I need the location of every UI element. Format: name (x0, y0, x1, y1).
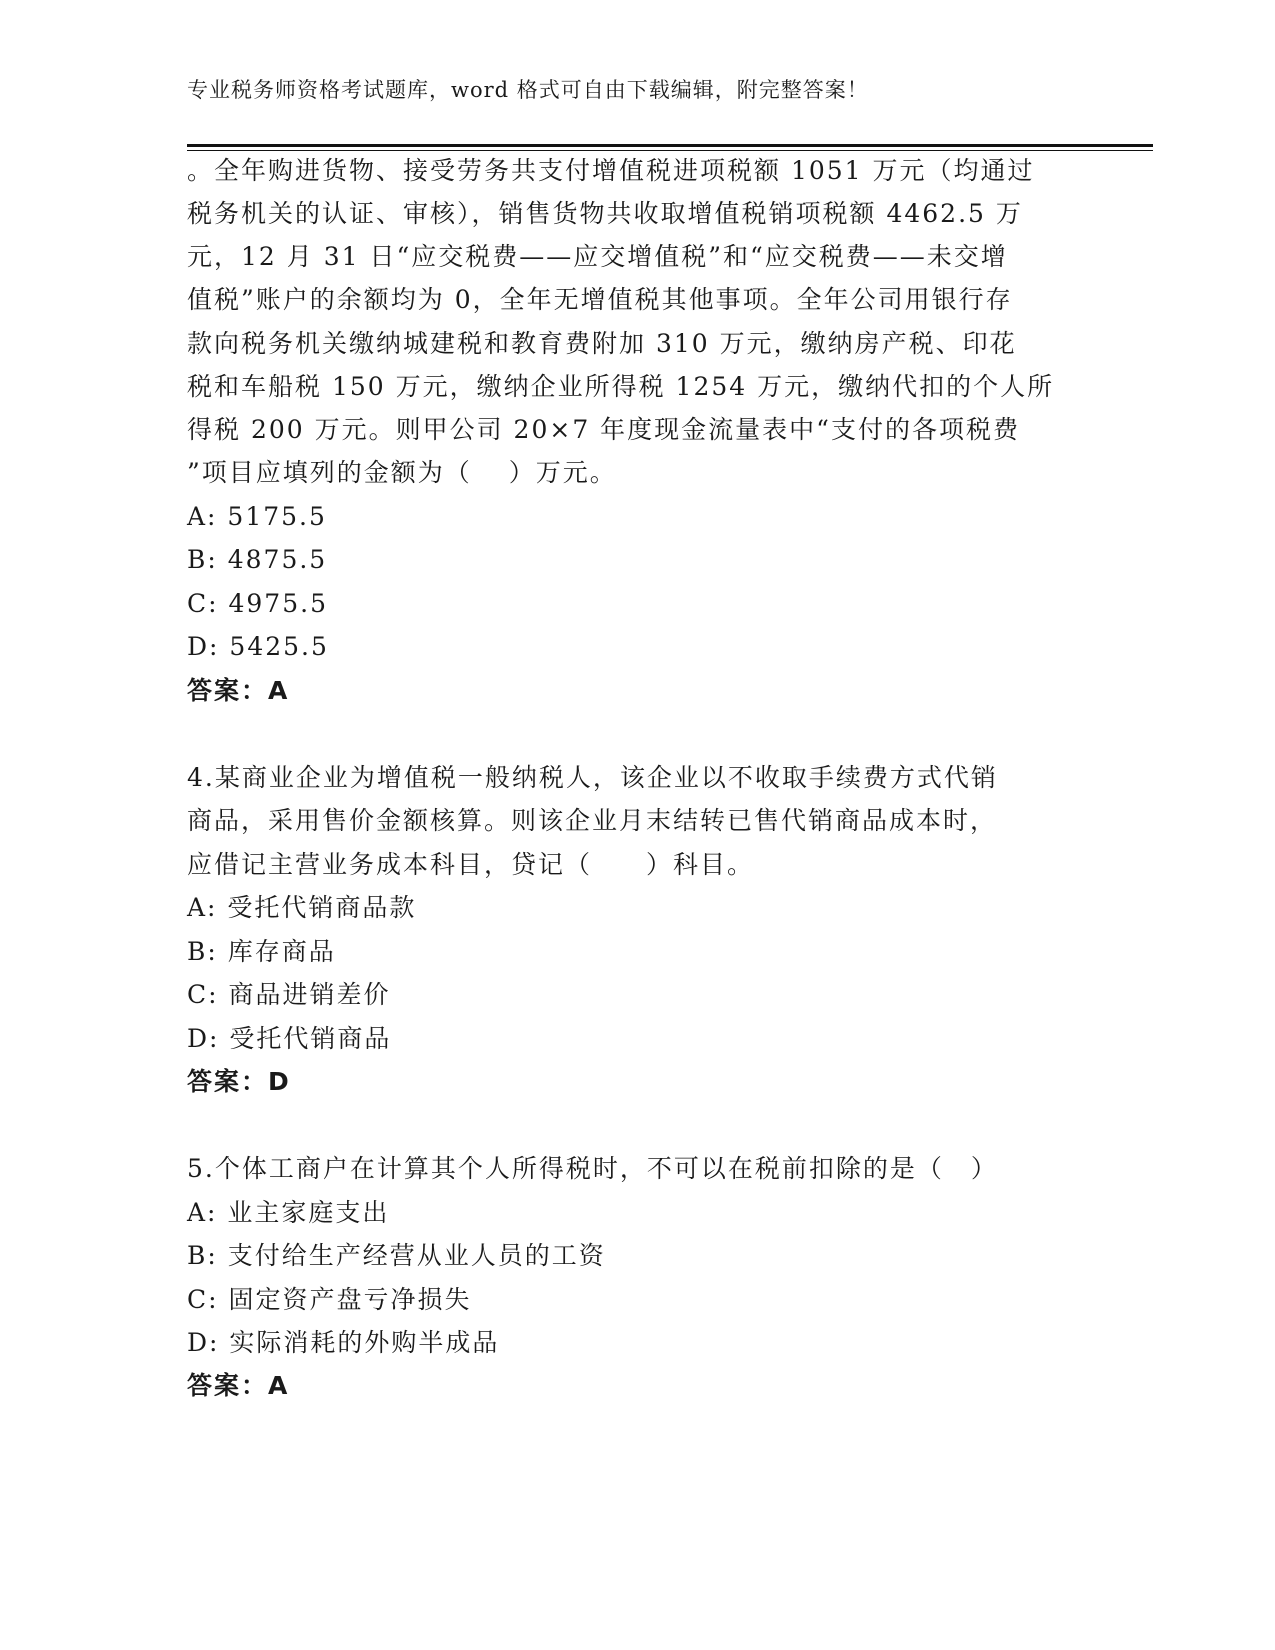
q4-option-b: B: 库存商品 (187, 937, 336, 966)
q3-option-d: D: 5425.5 (187, 632, 329, 661)
q4-answer: 答案：D (187, 1067, 291, 1096)
q4-option-c: C: 商品进销差价 (187, 980, 391, 1009)
q3-answer: 答案：A (187, 676, 290, 705)
q3-stem-line: 得税 200 万元。则甲公司 20×7 年度现金流量表中“支付的各项税费 (187, 415, 1020, 444)
q5-option-a: A: 业主家庭支出 (187, 1198, 390, 1227)
q3-stem-line: 元，12 月 31 日“应交税费——应交增值税”和“应交税费——未交增 (187, 242, 1008, 271)
page-header: 专业税务师资格考试题库，word 格式可自由下载编辑，附完整答案！ (187, 78, 869, 102)
q4-stem-line: 商品，采用售价金额核算。则该企业月末结转已售代销商品成本时， (187, 806, 998, 835)
q4-option-d: D: 受托代销商品 (187, 1024, 392, 1053)
header-rule-thick (187, 144, 1153, 147)
q5-option-c: C: 固定资产盘亏净损失 (187, 1285, 472, 1314)
q5-option-d: D: 实际消耗的外购半成品 (187, 1328, 500, 1357)
q3-stem-line: 税务机关的认证、审核），销售货物共收取增值税销项税额 4462.5 万 (187, 199, 1023, 228)
q3-option-b: B: 4875.5 (187, 545, 328, 574)
q5-stem-line: 5.个体工商户在计算其个人所得税时，不可以在税前扣除的是（ ） (187, 1154, 998, 1183)
q3-stem-line: 税和车船税 150 万元，缴纳企业所得税 1254 万元，缴纳代扣的个人所 (187, 372, 1055, 401)
q4-stem-line: 应借记主营业务成本科目，贷记（ ）科目。 (187, 850, 755, 879)
q3-option-a: A: 5175.5 (187, 502, 327, 531)
q3-option-c: C: 4975.5 (187, 589, 328, 618)
q5-option-b: B: 支付给生产经营从业人员的工资 (187, 1241, 606, 1270)
header-rule-thin (187, 150, 1153, 151)
q3-stem-line: 值税”账户的余额均为 0，全年无增值税其他事项。全年公司用银行存 (187, 285, 1013, 314)
q4-option-a: A: 受托代销商品款 (187, 893, 417, 922)
q3-stem-line: 。全年购进货物、接受劳务共支付增值税进项税额 1051 万元（均通过 (187, 156, 1035, 185)
q3-stem-line: ”项目应填列的金额为（ ）万元。 (187, 458, 617, 487)
q3-stem-line: 款向税务机关缴纳城建税和教育费附加 310 万元，缴纳房产税、印花 (187, 329, 1017, 358)
q5-answer: 答案：A (187, 1371, 290, 1400)
q4-stem-line: 4.某商业企业为增值税一般纳税人，该企业以不收取手续费方式代销 (187, 763, 998, 792)
